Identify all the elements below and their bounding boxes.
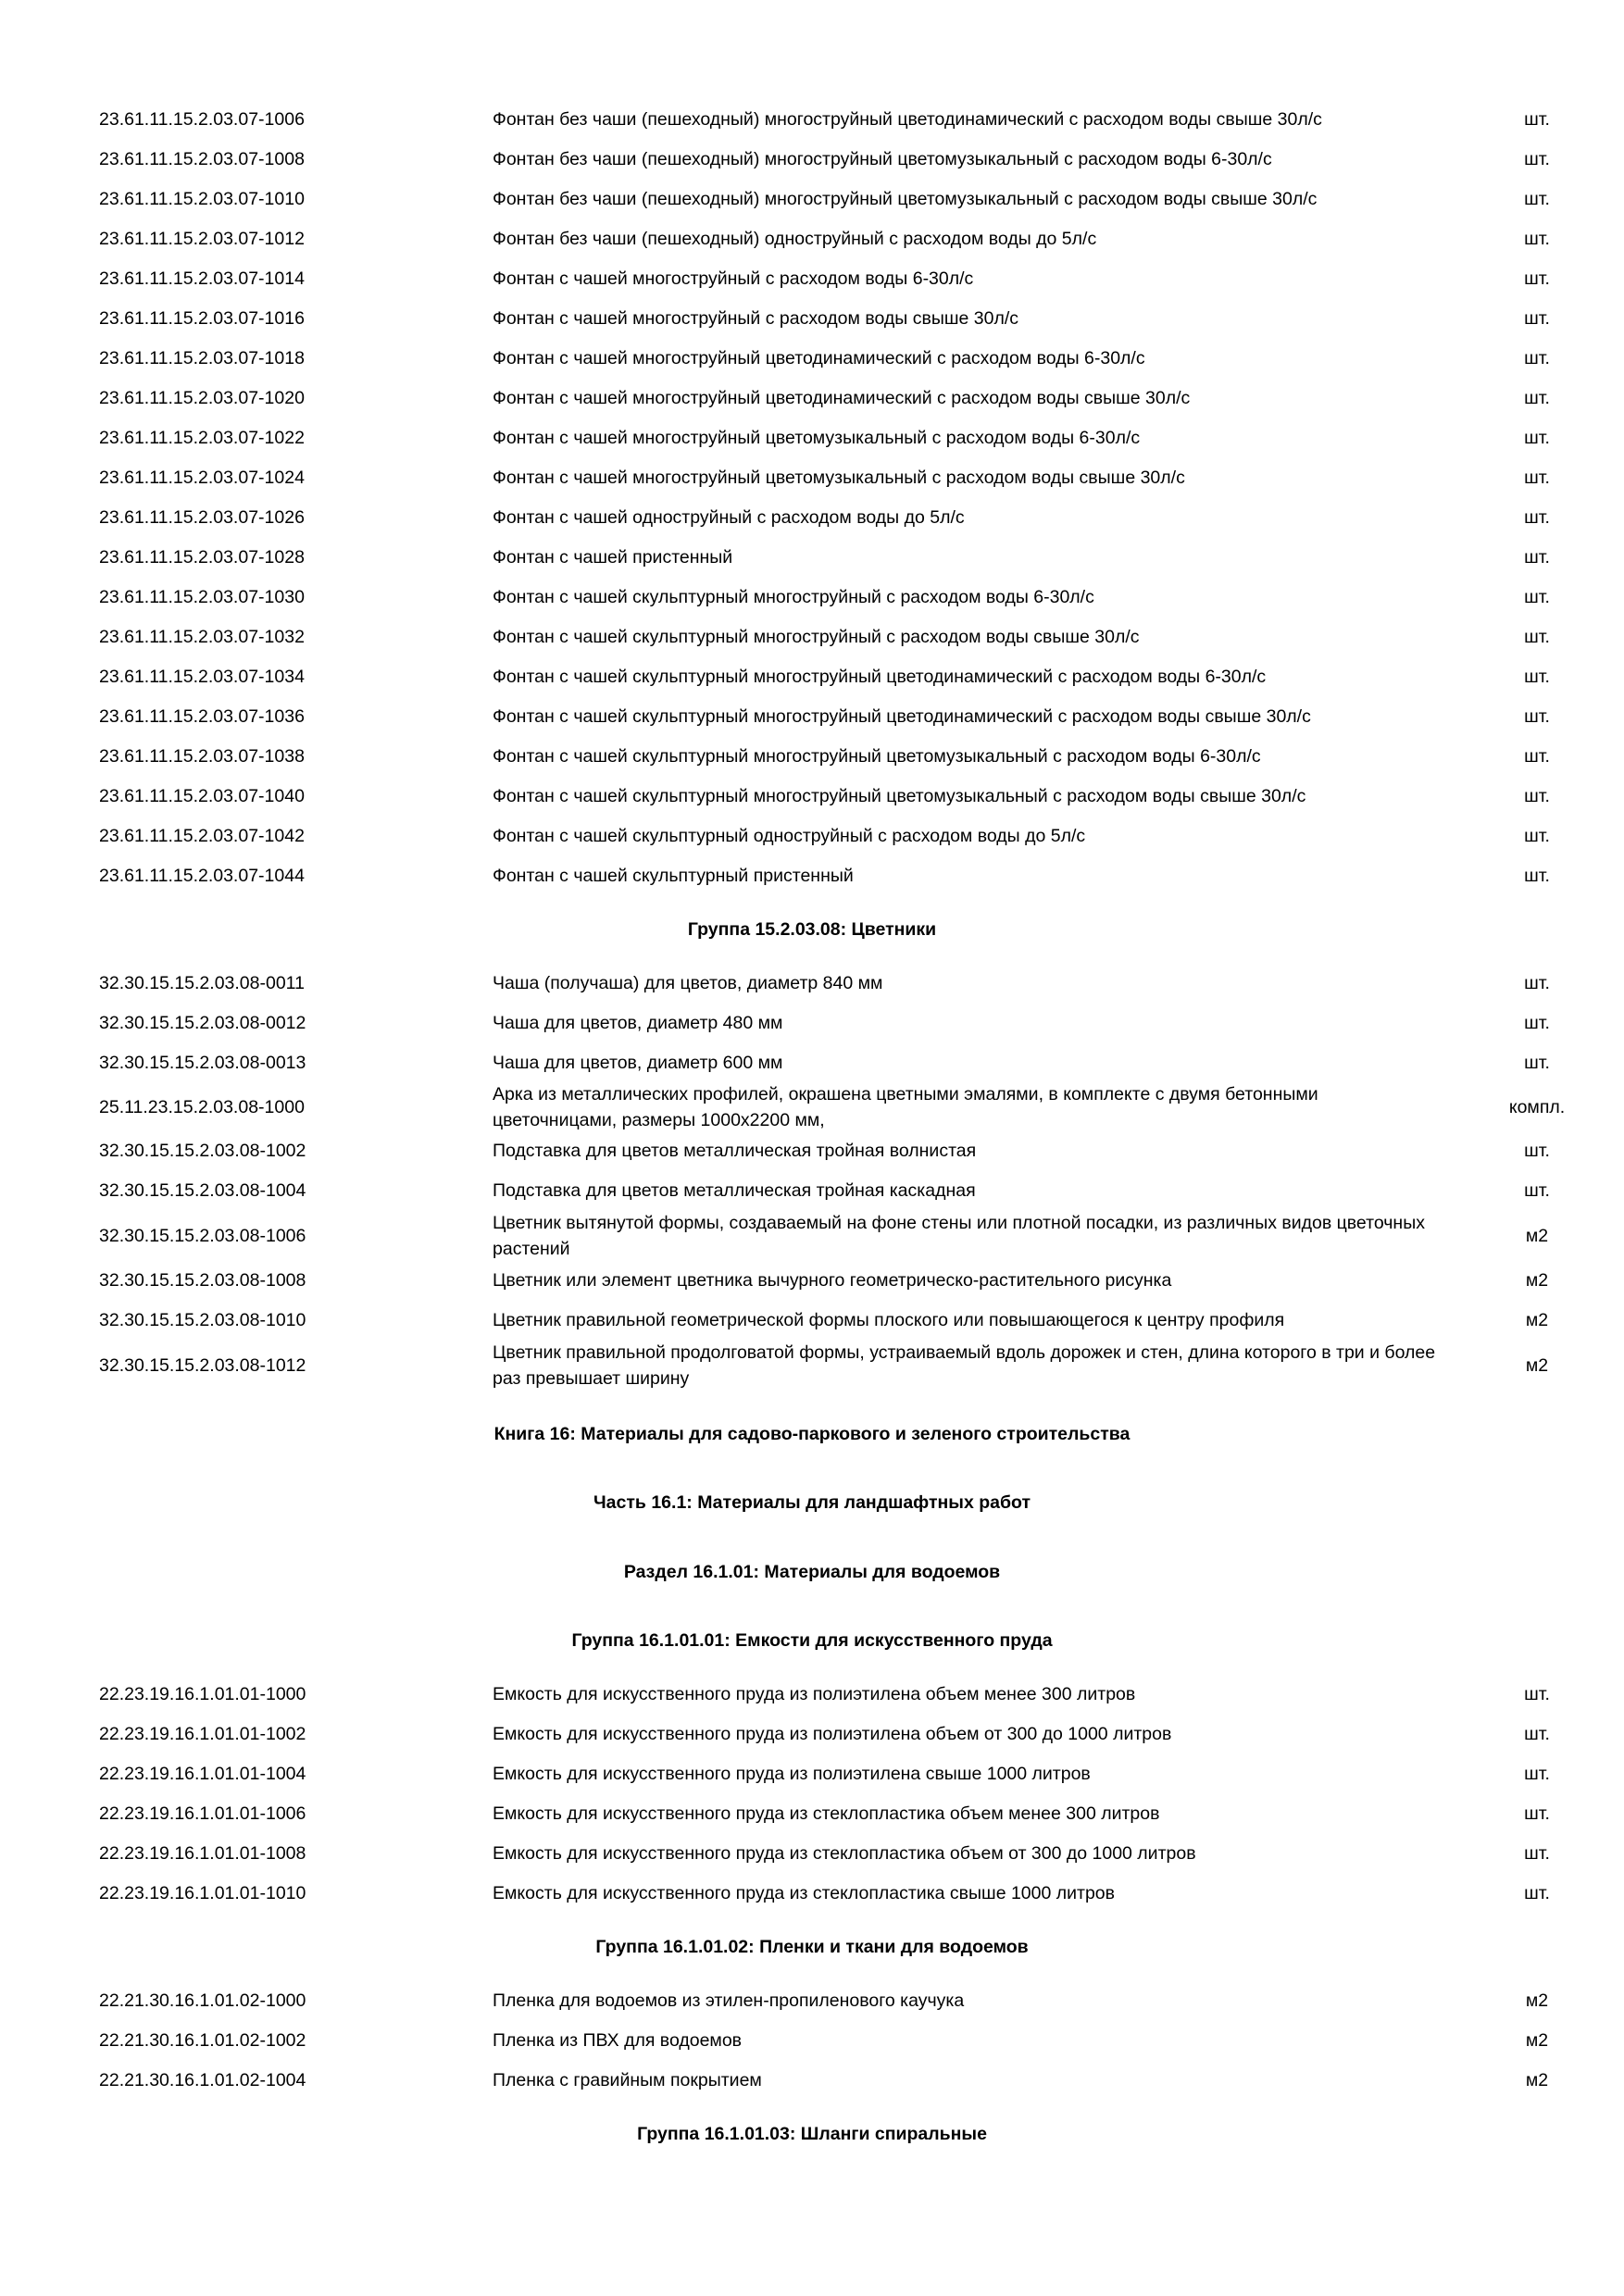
item-name: Фонтан с чашей скульптурный пристенный	[493, 866, 854, 886]
item-unit: м2	[1525, 1310, 1549, 1330]
item-name: Фонтан с чашей скульптурный многоструйный цветодинамический с расходом воды 6-30л/с	[493, 667, 1267, 687]
item-name: Цветник правильной геометрической формы плоского или повышающегося к центру профиля	[493, 1310, 1285, 1330]
item-code: 22.23.19.16.1.01.01-1002	[99, 1724, 306, 1744]
part-heading: Часть 16.1: Материалы для ландшафтных работ	[593, 1492, 1031, 1513]
item-unit: м2	[1525, 1270, 1549, 1291]
item-unit: шт.	[1524, 1180, 1550, 1201]
item-unit: шт.	[1524, 1803, 1550, 1824]
item-unit: шт.	[1524, 866, 1550, 886]
item-name: Фонтан с чашей многоструйный цветодинамический с расходом воды свыше 30л/с	[493, 388, 1191, 408]
item-unit: шт.	[1524, 1684, 1550, 1704]
item-unit: шт.	[1524, 189, 1550, 209]
item-name: Фонтан с чашей многоструйный цветодинамический с расходом воды 6-30л/с	[493, 348, 1145, 368]
item-name: Арка из металлических профилей, окрашена цветными эмалями, в комплекте с двумя бетонными цветочницами, размеры 1000x2200 мм,	[493, 1084, 1318, 1130]
item-code: 32.30.15.15.2.03.08-1008	[99, 1270, 306, 1291]
item-code: 22.23.19.16.1.01.01-1006	[99, 1803, 306, 1824]
item-code: 23.61.11.15.2.03.07-1028	[99, 547, 305, 568]
item-name: Фонтан с чашей многоструйный цветомузыкальный с расходом воды 6-30л/с	[493, 428, 1141, 448]
item-code: 23.61.11.15.2.03.07-1030	[99, 587, 305, 607]
item-unit: шт.	[1524, 786, 1550, 806]
item-name: Фонтан с чашей многоструйный с расходом воды свыше 30л/с	[493, 308, 1018, 329]
item-unit: шт.	[1524, 826, 1550, 846]
item-code: 22.23.19.16.1.01.01-1010	[99, 1883, 306, 1903]
item-code: 23.61.11.15.2.03.07-1024	[99, 468, 305, 488]
item-name: Фонтан с чашей пристенный	[493, 547, 733, 568]
item-name: Фонтан с чашей многоструйный цветомузыкальный с расходом воды свыше 30л/с	[493, 468, 1185, 488]
item-name: Подставка для цветов металлическая тройная каскадная	[493, 1180, 976, 1201]
item-unit: шт.	[1524, 973, 1550, 993]
item-name: Фонтан без чаши (пешеходный) многоструйный цветомузыкальный с расходом воды 6-30л/с	[493, 149, 1272, 169]
item-name: Фонтан с чашей скульптурный многоструйный цветодинамический с расходом воды свыше 30л/с	[493, 706, 1311, 727]
item-unit: компл.	[1508, 1097, 1566, 1117]
item-code: 23.61.11.15.2.03.07-1034	[99, 667, 305, 687]
item-unit: шт.	[1524, 1883, 1550, 1903]
item-name: Фонтан без чаши (пешеходный) одноструйный с расходом воды до 5л/с	[493, 229, 1097, 249]
item-name: Фонтан с чашей скульптурный многоструйный цветомузыкальный с расходом воды свыше 30л/с	[493, 786, 1306, 806]
item-code: 23.61.11.15.2.03.07-1032	[99, 627, 305, 647]
item-code: 23.61.11.15.2.03.07-1012	[99, 229, 305, 249]
item-unit: шт.	[1524, 1843, 1550, 1864]
item-name: Емкость для искусственного пруда из полиэтилена объем менее 300 литров	[493, 1684, 1136, 1704]
item-code: 32.30.15.15.2.03.08-0011	[99, 973, 305, 993]
item-unit: м2	[1525, 1355, 1549, 1376]
item-code: 32.30.15.15.2.03.08-1004	[99, 1180, 306, 1201]
item-unit: шт.	[1524, 507, 1550, 528]
item-name: Цветник вытянутой формы, создаваемый на фоне стены или плотной посадки, из различных видов цветочных растений	[493, 1213, 1425, 1259]
item-code: 23.61.11.15.2.03.07-1016	[99, 308, 305, 329]
item-code: 23.61.11.15.2.03.07-1026	[99, 507, 305, 528]
item-code: 25.11.23.15.2.03.08-1000	[99, 1097, 305, 1117]
group-heading: Группа 15.2.03.08: Цветники	[687, 919, 937, 940]
item-code: 32.30.15.15.2.03.08-1010	[99, 1310, 306, 1330]
item-name: Фонтан с чашей скульптурный многоструйный с расходом воды 6-30л/с	[493, 587, 1094, 607]
item-unit: шт.	[1524, 348, 1550, 368]
item-unit: шт.	[1524, 1053, 1550, 1073]
item-unit: шт.	[1524, 1764, 1550, 1784]
item-unit: шт.	[1524, 1724, 1550, 1744]
item-code: 32.30.15.15.2.03.08-1002	[99, 1141, 306, 1161]
item-name: Емкость для искусственного пруда из полиэтилена объем от 300 до 1000 литров	[493, 1724, 1172, 1744]
item-code: 23.61.11.15.2.03.07-1018	[99, 348, 305, 368]
item-unit: м2	[1525, 2030, 1549, 2051]
item-name: Фонтан без чаши (пешеходный) многоструйный цветодинамический с расходом воды свыше 30л/с	[493, 109, 1322, 130]
item-name: Чаша для цветов, диаметр 600 мм	[493, 1053, 783, 1073]
item-code: 23.61.11.15.2.03.07-1040	[99, 786, 305, 806]
item-name: Чаша для цветов, диаметр 480 мм	[493, 1013, 783, 1033]
item-unit: м2	[1525, 2070, 1549, 2090]
item-name: Цветник правильной продолговатой формы, устраиваемый вдоль дорожек и стен, длина которого в три и более раз превышает ширину	[493, 1342, 1436, 1389]
item-unit: шт.	[1524, 627, 1550, 647]
book-heading: Книга 16: Материалы для садово-паркового и зеленого строительства	[493, 1424, 1131, 1444]
item-code: 23.61.11.15.2.03.07-1010	[99, 189, 305, 209]
item-code: 23.61.11.15.2.03.07-1020	[99, 388, 305, 408]
item-code: 22.21.30.16.1.01.02-1000	[99, 1990, 306, 2011]
item-name: Пленка из ПВХ для водоемов	[493, 2030, 743, 2051]
item-name: Емкость для искусственного пруда из полиэтилена свыше 1000 литров	[493, 1764, 1091, 1784]
item-unit: шт.	[1524, 308, 1550, 329]
item-name: Пленка для водоемов из этилен-пропиленового каучука	[493, 1990, 965, 2011]
item-unit: шт.	[1524, 229, 1550, 249]
item-unit: шт.	[1524, 109, 1550, 130]
item-unit: шт.	[1524, 1013, 1550, 1033]
item-name: Фонтан с чашей скульптурный одноструйный с расходом воды до 5л/с	[493, 826, 1086, 846]
section-heading: Раздел 16.1.01: Материалы для водоемов	[623, 1562, 1001, 1582]
item-unit: шт.	[1524, 149, 1550, 169]
item-name: Фонтан с чашей одноструйный с расходом воды до 5л/с	[493, 507, 965, 528]
item-code: 23.61.11.15.2.03.07-1014	[99, 268, 305, 289]
item-name: Фонтан с чашей скульптурный многоструйный цветомузыкальный с расходом воды 6-30л/с	[493, 746, 1261, 767]
item-code: 23.61.11.15.2.03.07-1042	[99, 826, 305, 846]
item-name: Емкость для искусственного пруда из стеклопластика объем от 300 до 1000 литров	[493, 1843, 1196, 1864]
item-code: 22.23.19.16.1.01.01-1000	[99, 1684, 306, 1704]
item-name: Чаша (получаша) для цветов, диаметр 840 мм	[493, 973, 883, 993]
item-code: 23.61.11.15.2.03.07-1008	[99, 149, 305, 169]
item-code: 32.30.15.15.2.03.08-0013	[99, 1053, 306, 1073]
item-code: 23.61.11.15.2.03.07-1036	[99, 706, 305, 727]
group-heading: Группа 16.1.01.03: Шланги спиральные	[637, 2124, 987, 2144]
item-unit: шт.	[1524, 388, 1550, 408]
item-code: 32.30.15.15.2.03.08-0012	[99, 1013, 306, 1033]
item-unit: шт.	[1524, 706, 1550, 727]
item-code: 23.61.11.15.2.03.07-1022	[99, 428, 305, 448]
item-unit: м2	[1525, 1226, 1549, 1246]
item-name: Емкость для искусственного пруда из стеклопластика объем менее 300 литров	[493, 1803, 1160, 1824]
item-unit: шт.	[1524, 667, 1550, 687]
item-code: 23.61.11.15.2.03.07-1038	[99, 746, 305, 767]
item-unit: шт.	[1524, 468, 1550, 488]
item-unit: шт.	[1524, 268, 1550, 289]
item-name: Цветник или элемент цветника вычурного геометрическо-растительного рисунка	[493, 1270, 1172, 1291]
item-name: Фонтан без чаши (пешеходный) многоструйный цветомузыкальный с расходом воды свыше 30л/с	[493, 189, 1318, 209]
item-unit: шт.	[1524, 587, 1550, 607]
item-code: 32.30.15.15.2.03.08-1006	[99, 1226, 306, 1246]
item-name: Подставка для цветов металлическая тройная волнистая	[493, 1141, 977, 1161]
item-unit: м2	[1525, 1990, 1549, 2011]
item-code: 22.21.30.16.1.01.02-1004	[99, 2070, 306, 2090]
item-code: 23.61.11.15.2.03.07-1044	[99, 866, 305, 886]
item-name: Фонтан с чашей скульптурный многоструйный с расходом воды свыше 30л/с	[493, 627, 1140, 647]
group-heading: Группа 16.1.01.02: Пленки и ткани для водоемов	[595, 1937, 1029, 1957]
group-heading: Группа 16.1.01.01: Емкости для искусственного пруда	[571, 1630, 1053, 1651]
item-unit: шт.	[1524, 547, 1550, 568]
item-code: 22.23.19.16.1.01.01-1004	[99, 1764, 306, 1784]
item-name: Емкость для искусственного пруда из стеклопластика свыше 1000 литров	[493, 1883, 1116, 1903]
item-code: 22.23.19.16.1.01.01-1008	[99, 1843, 306, 1864]
item-unit: шт.	[1524, 428, 1550, 448]
item-code: 32.30.15.15.2.03.08-1012	[99, 1355, 306, 1376]
item-unit: шт.	[1524, 746, 1550, 767]
item-name: Фонтан с чашей многоструйный с расходом воды 6-30л/с	[493, 268, 974, 289]
item-code: 22.21.30.16.1.01.02-1002	[99, 2030, 306, 2051]
item-name: Пленка с гравийным покрытием	[493, 2070, 762, 2090]
item-unit: шт.	[1524, 1141, 1550, 1161]
item-code: 23.61.11.15.2.03.07-1006	[99, 109, 305, 130]
